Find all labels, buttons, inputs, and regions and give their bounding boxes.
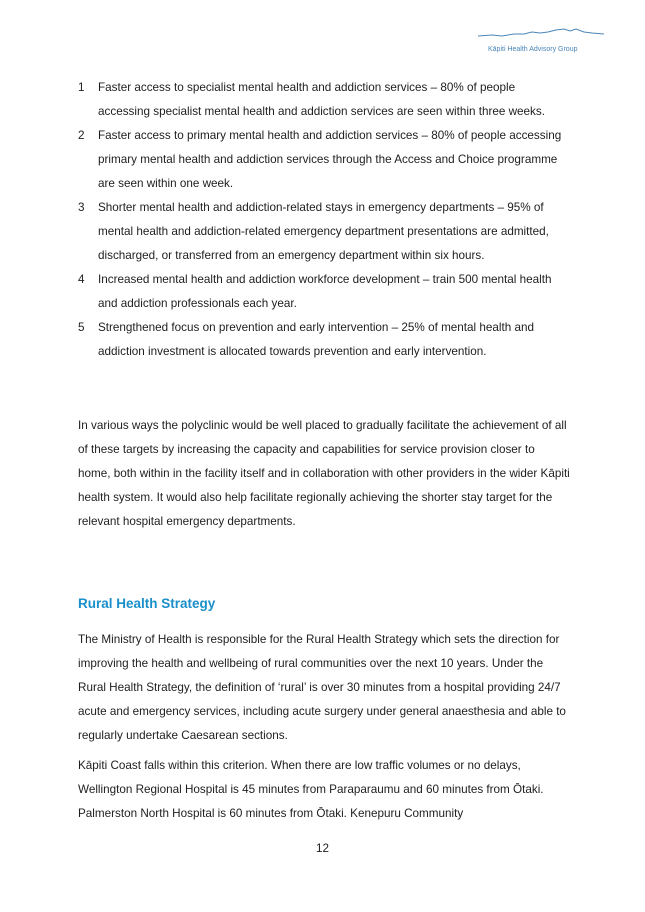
page-number: 12: [315, 842, 329, 855]
section-heading: Rural Health Strategy: [78, 596, 216, 611]
list-item-number: 3: [78, 201, 85, 214]
mountain-skyline-icon: [478, 26, 604, 40]
targets-list: [78, 76, 570, 364]
list-item-text: Shorter mental health and addiction-related stays in emergency departments – 95% of mental health and addiction-related emergency department presentations are admitted, discharged, or transferred from an emergency department within six hours.: [98, 201, 549, 262]
list-item-number: 4: [78, 273, 85, 286]
list-item-text: Faster access to primary mental health and addiction services – 80% of people accessing primary mental health and addiction services through the Access and Choice programme are seen within one week.: [98, 129, 562, 190]
list-item-text: Increased mental health and addiction workforce development – train 500 mental health and addiction professionals each year.: [98, 273, 552, 310]
list-item: [78, 196, 570, 268]
header-logo: [478, 26, 606, 58]
list-item: [78, 76, 570, 124]
list-item-text: Faster access to specialist mental health and addiction services – 80% of people accessing specialist mental health and addiction services are seen within three weeks.: [98, 81, 545, 118]
list-item-number: 5: [78, 321, 85, 334]
polyclinic-paragraph: In various ways the polyclinic would be well placed to gradually facilitate the achievement of all of these targets by increasing the capacity and capabilities for service provision closer to home, both within in the facility itself and in collaboration with other providers in the wider Kāpiti health system. It would also help facilitate regionally achieving the shorter stay target for the relevant hospital emergency departments.: [78, 419, 570, 528]
kapiti-coast-paragraph: Kāpiti Coast falls within this criterion. When there are low traffic volumes or no delays, Wellington Regional Hospital is 45 minutes from Paraparaumu and 60 minutes from Ōtaki. Palmerston North Hospital is 60 minutes from Ōtaki. Kenepuru Community: [78, 759, 544, 820]
list-item: [78, 316, 570, 364]
list-item-number: 2: [78, 129, 85, 142]
logo-text: Kāpiti Health Advisory Group: [488, 46, 578, 53]
list-item-number: 1: [78, 81, 85, 94]
rural-strategy-paragraph: The Ministry of Health is responsible for the Rural Health Strategy which sets the direction for improving the health and wellbeing of rural communities over the next 10 years. Under the Rural Health Strategy, the definition of ‘rural’ is over 30 minutes from a hospital providing 24/7 acute and emergency services, including acute surgery under general anaesthesia and able to regularly undertake Caesarean sections.: [78, 633, 566, 742]
list-item: [78, 268, 570, 316]
list-item: [78, 124, 570, 196]
list-item-text: Strengthened focus on prevention and early intervention – 25% of mental health and addiction investment is allocated towards prevention and early intervention.: [98, 321, 534, 358]
